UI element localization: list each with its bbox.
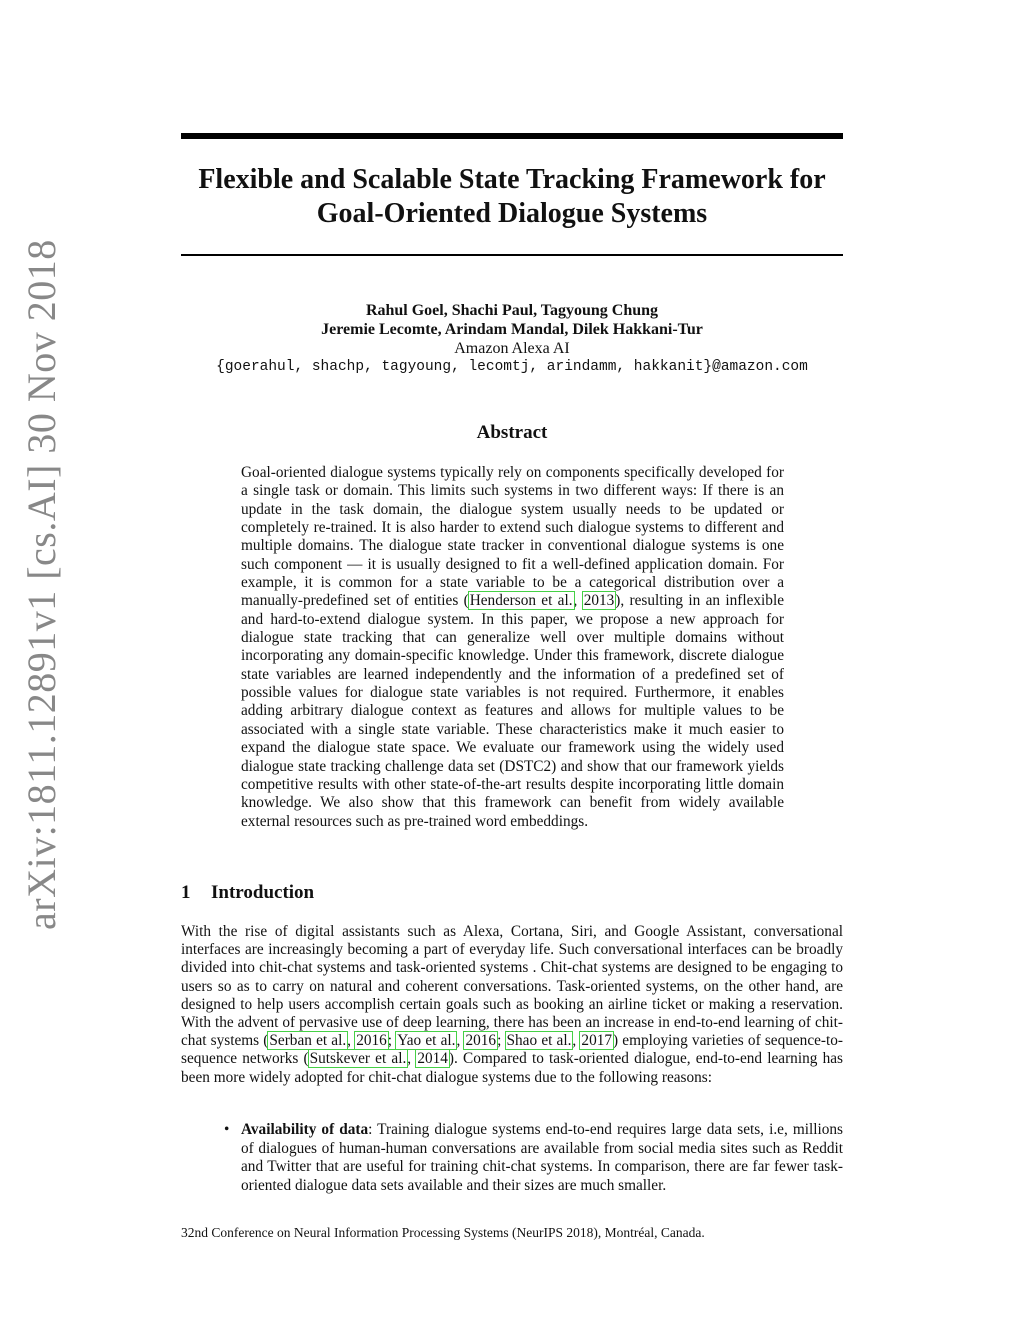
introduction-paragraph: With the rise of digital assistants such as Alexa, Cortana, Siri, and Google Assistant, conversational interfaces are increasingly becoming a part of everyday life. Such conversational interfaces can be broadly divided into chit-chat systems and task-oriented systems . Chit-chat systems are designed to be engaging to users so as to carry on natural and coherent conversations. Task-oriented systems, on the other hand, are designed to help users accomplish certain goals such as booking an airline ticket or making a reservation. With the advent of pervasive use of deep learning, there has been an increase in end-to-end learning of chit-chat systems (Serban et al., 2016; Yao et al., 2016; Shao et al., 2017) employing varieties of sequence-to-sequence networks (Sutskever et al., 2014). Compared to task-oriented dialogue, end-to-end learning has been more widely adopted for chit-chat dialogue systems due to the following reasons: (181, 923, 843, 1086)
abstract-text (241, 464, 784, 831)
title-rule-bottom (181, 254, 843, 256)
section-number: 1 (181, 882, 191, 903)
citation-serban-name[interactable]: Serban et al. (269, 1032, 347, 1050)
citation-yao-name[interactable]: Yao et al. (397, 1032, 456, 1050)
abstract-text-part-1: Goal-oriented dialogue systems typically rely on components specifically developed for a single task or domain. This limits such systems in two different ways: If there is an update in the task domain, the dialogue system usually needs to be updated or completely re-trained. It is also harder to extend such dialogue systems to different and multiple domains. The dialogue state tracker in conventional dialogue systems is one such component — it is usually designed to fit a well-defined application domain. For example, it is common for a state variable to be a categorical distribution over a manually-predefined set of entities ( (241, 464, 784, 610)
abstract-text-part-2: ), resulting in an inflexible and hard-to-extend dialogue system. In this paper, we propose a new approach for dialogue state tracking that can generalize well over multiple domains without incorporating any domain-specific knowledge. Under this framework, discrete dialogue state variables are learned independently and the information of a predefined set of possible values for dialogue state variables is not required. Furthermore, it enables adding arbitrary dialogue context as features and allows for multiple values to be associated with a single state variable. These characteristics make it much easier to expand the dialogue state space. We evaluate our framework using the widely used dialogue state tracking challenge data set (DSTC2) and show that our framework yields competitive results with other state-of-the-art results despite incorporating little domain knowledge. We also show that this framework can benefit from widely available external resources such as pre-trained word embeddings. (241, 592, 784, 830)
section-title: Introduction (211, 882, 315, 903)
citation-separator: , (573, 592, 583, 610)
section-heading-introduction (181, 882, 314, 904)
bullet-text: : Training dialogue systems end-to-end requires large data sets, i.e, millions of dialogues of human-human conversations are available from social media sites such as Reddit and Twitter that are useful for training chit-chat systems. In comparison, there are far fewer task-oriented dialogue data sets available and their sizes are much smaller. (241, 1121, 843, 1194)
author-affiliation: Amazon Alexa AI (454, 340, 570, 357)
bullet-icon: • (224, 1121, 230, 1138)
intro-text-part-2: ) employing varieties of sequence-to-sequence networks ( (181, 1032, 843, 1068)
conference-footnote: 32nd Conference on Neural Information Processing Systems (NeurIPS 2018), Montréal, Canada. (181, 1225, 705, 1240)
citation-sutskever-year[interactable]: 2014 (417, 1050, 448, 1068)
citation-shao-name[interactable]: Shao et al. (506, 1032, 572, 1050)
intro-text-part-3: ). Compared to task-oriented dialogue, end-to-end learning has been more widely adopted for chit-chat dialogue systems due to the following reasons: (181, 1050, 843, 1086)
citation-sutskever-name[interactable]: Sutskever et al. (309, 1050, 407, 1068)
author-names-line-2: Jeremie Lecomte, Arindam Mandal, Dilek Hakkani-Tur (321, 321, 703, 338)
reasons-bullet-list (224, 1121, 843, 1195)
citation-serban-year[interactable]: 2016 (356, 1032, 387, 1050)
citation-henderson-year[interactable]: 2013 (583, 592, 615, 610)
abstract-heading: Abstract (476, 422, 548, 443)
citation-henderson-name[interactable]: Henderson et al. (469, 592, 573, 610)
title-line-1: Flexible and Scalable State Tracking Framework for (198, 164, 826, 195)
author-names-line-1: Rahul Goel, Shachi Paul, Tagyoung Chung (365, 302, 659, 319)
citation-yao-year[interactable]: 2016 (465, 1032, 497, 1050)
bullet-lead: Availability of data (241, 1121, 369, 1138)
title-rule-top (181, 133, 843, 139)
citation-shao-year[interactable]: 2017 (581, 1032, 613, 1050)
title-line-2: Goal-Oriented Dialogue Systems (316, 198, 708, 229)
list-item (224, 1121, 843, 1195)
paper-title (181, 163, 843, 231)
intro-text-part-1: With the rise of digital assistants such as Alexa, Cortana, Siri, and Google Assistant, conversational interfaces are increasingly becoming a part of everyday life. Such conversational interfaces can be broadly divided into chit-chat systems and task-oriented systems . Chit-chat systems are designed to be engaging to users so as to carry on natural and coherent conversations. Task-oriented systems, on the other hand, are designed to help users accomplish certain goals such as booking an airline ticket or making a reservation. With the advent of pervasive use of deep learning, there has been an increase in end-to-end learning of chit-chat systems ( (181, 923, 843, 1050)
author-emails: {goerahul, shachp, tagyoung, lecomtj, arindamm, hakkanit}@amazon.com (216, 359, 808, 375)
author-block (181, 301, 843, 377)
arxiv-identifier-stamp: arXiv:1811.12891v1 [cs.AI] 30 Nov 2018 (19, 239, 64, 930)
